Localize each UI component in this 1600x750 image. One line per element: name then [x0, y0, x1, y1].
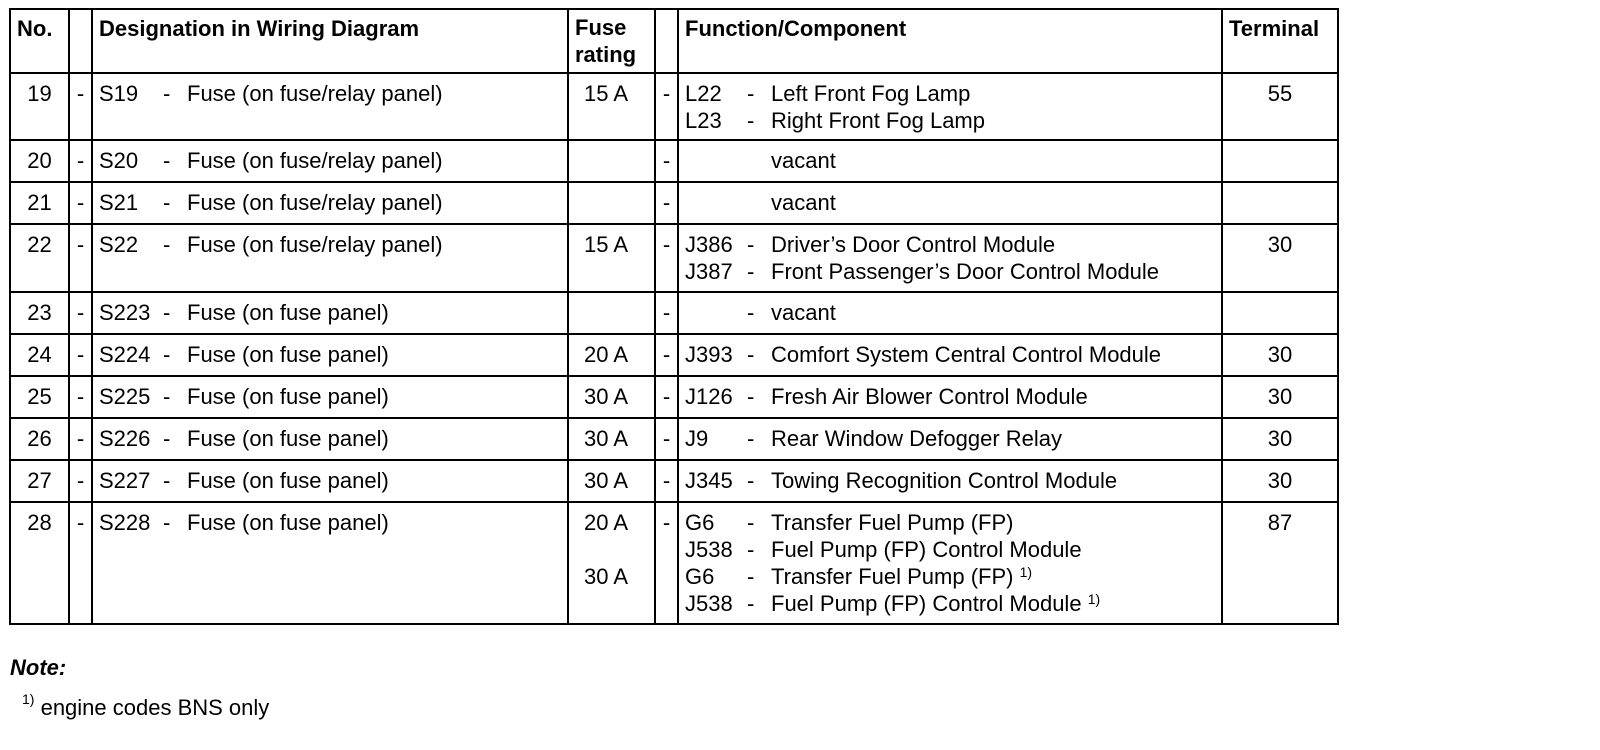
- function-line: [685, 563, 1221, 590]
- fuse-description: Fuse (on fuse panel): [187, 510, 389, 535]
- fuse-separator: -: [163, 232, 171, 257]
- fuse-description: Fuse (on fuse/relay panel): [187, 148, 443, 173]
- header-terminal: Terminal: [1222, 9, 1338, 73]
- fuse-rating-cell: [568, 376, 655, 418]
- table-row: [10, 224, 1338, 292]
- component-name: Driver’s Door Control Module: [771, 232, 1056, 257]
- fuse-rating: 20 A: [583, 510, 628, 535]
- fuse-rating-cell: [568, 182, 655, 224]
- row-number: 28: [10, 502, 69, 624]
- component-separator: -: [747, 468, 755, 493]
- component-code: L23: [685, 108, 722, 133]
- row-number: 25: [10, 376, 69, 418]
- row-dash: -: [69, 140, 92, 182]
- function-cell: [678, 502, 1222, 624]
- fuse-description: Fuse (on fuse panel): [187, 300, 389, 325]
- row-dash: -: [69, 73, 92, 140]
- function-line: [685, 509, 1221, 536]
- component-name: Left Front Fog Lamp: [771, 81, 971, 106]
- fuse-code: S224: [99, 342, 151, 367]
- note-title: Note:: [10, 655, 67, 680]
- fuse-separator: -: [163, 384, 171, 409]
- row-number: 27: [10, 460, 69, 502]
- vacant-label: vacant: [771, 190, 836, 215]
- terminal-cell: 30: [1222, 224, 1338, 292]
- component-name: Right Front Fog Lamp: [771, 108, 985, 133]
- fuse-separator: -: [163, 468, 171, 493]
- header-designation: Designation in Wiring Diagram: [92, 9, 568, 73]
- table-row: [10, 73, 1338, 140]
- table-row: [10, 502, 1338, 624]
- row-dash: -: [655, 502, 678, 624]
- component-name: Transfer Fuel Pump (FP): [771, 510, 1014, 535]
- row-dash: -: [69, 292, 92, 334]
- component-code: G6: [685, 510, 715, 535]
- function-line: [685, 467, 1221, 494]
- note-body: engine codes BNS only: [40, 695, 270, 720]
- fuse-rating: 15 A: [583, 232, 628, 257]
- row-dash: -: [69, 502, 92, 624]
- function-cell: [678, 182, 1222, 224]
- fuse-code: S22: [99, 232, 139, 257]
- function-line: [685, 536, 1221, 563]
- row-number: 21: [10, 182, 69, 224]
- component-name: Rear Window Defogger Relay: [771, 426, 1063, 451]
- component-separator: -: [747, 108, 755, 133]
- component-code: J393: [685, 342, 733, 367]
- table-row: [10, 182, 1338, 224]
- function-cell: [678, 224, 1222, 292]
- vacant-label: vacant: [771, 148, 836, 173]
- component-code: L22: [685, 81, 722, 106]
- fuse-rating: 30 A: [583, 426, 628, 451]
- row-dash: -: [655, 224, 678, 292]
- fuse-code: S228: [99, 510, 151, 535]
- fuse-rating-cell: [568, 292, 655, 334]
- fuse-separator: -: [163, 510, 171, 535]
- component-separator: -: [747, 510, 755, 535]
- header-fuse-rating-line1: Fuse: [575, 15, 627, 40]
- row-dash: -: [655, 334, 678, 376]
- function-line: [685, 80, 1221, 107]
- row-number: 24: [10, 334, 69, 376]
- fuse-rating-cell: [568, 140, 655, 182]
- designation-cell: [92, 292, 568, 334]
- header-fuse-rating-line2: rating: [575, 42, 637, 67]
- header-dash-2: [655, 9, 678, 73]
- function-line: [685, 107, 1221, 134]
- row-dash: -: [69, 182, 92, 224]
- table-row: [10, 140, 1338, 182]
- component-separator: -: [747, 342, 755, 367]
- row-dash: -: [655, 140, 678, 182]
- fuse-code: S225: [99, 384, 151, 409]
- component-separator: -: [747, 426, 755, 451]
- fuse-rating-cell: [568, 224, 655, 292]
- component-name: Transfer Fuel Pump (FP): [771, 564, 1014, 589]
- header-function: Function/Component: [678, 9, 1222, 73]
- fuse-description: Fuse (on fuse/relay panel): [187, 232, 443, 257]
- table-row: [10, 292, 1338, 334]
- designation-cell: [92, 460, 568, 502]
- row-number: 19: [10, 73, 69, 140]
- terminal-cell: [1222, 140, 1338, 182]
- component-separator: -: [747, 232, 755, 257]
- terminal-cell: 30: [1222, 334, 1338, 376]
- designation-cell: [92, 376, 568, 418]
- table-row: [10, 460, 1338, 502]
- fuse-separator: -: [163, 300, 171, 325]
- table-body: [10, 73, 1338, 624]
- row-number: 20: [10, 140, 69, 182]
- row-dash: -: [69, 224, 92, 292]
- designation-cell: [92, 502, 568, 624]
- fuse-rating: 20 A: [583, 342, 628, 367]
- vacant-label: vacant: [771, 300, 836, 325]
- fuse-separator: -: [163, 190, 171, 215]
- function-cell: [678, 334, 1222, 376]
- row-number: 22: [10, 224, 69, 292]
- row-dash: -: [655, 182, 678, 224]
- fuse-rating-cell: [568, 73, 655, 140]
- fuse-rating: 30 A: [583, 468, 628, 493]
- row-dash: -: [655, 292, 678, 334]
- component-code: J9: [685, 426, 709, 451]
- row-dash: -: [655, 418, 678, 460]
- function-line: [685, 383, 1221, 410]
- function-line: [685, 590, 1221, 617]
- fuse-description: Fuse (on fuse/relay panel): [187, 190, 443, 215]
- terminal-cell: [1222, 292, 1338, 334]
- table-row: [10, 334, 1338, 376]
- footnote-marker: 1): [1019, 564, 1033, 580]
- note-sup: 1): [22, 691, 35, 707]
- function-cell: [678, 292, 1222, 334]
- terminal-cell: [1222, 182, 1338, 224]
- row-dash: -: [69, 376, 92, 418]
- footnote-marker: 1): [1087, 591, 1101, 607]
- fuse-rating: 15 A: [583, 81, 628, 106]
- function-line: [685, 258, 1221, 285]
- component-code: G6: [685, 564, 715, 589]
- terminal-cell: 30: [1222, 376, 1338, 418]
- fuse-code: S21: [99, 190, 139, 215]
- fuse-separator: -: [163, 148, 171, 173]
- fuse-code: S227: [99, 468, 151, 493]
- row-dash: -: [69, 460, 92, 502]
- terminal-cell: 87: [1222, 502, 1338, 624]
- fuse-separator: -: [163, 81, 171, 106]
- component-name: Fuel Pump (FP) Control Module: [771, 591, 1082, 616]
- designation-cell: [92, 140, 568, 182]
- fuse-separator: -: [163, 426, 171, 451]
- designation-cell: [92, 182, 568, 224]
- vacant-dash: -: [747, 300, 755, 325]
- row-number: 23: [10, 292, 69, 334]
- function-line: [685, 231, 1221, 258]
- fuse-rating-cell: [568, 334, 655, 376]
- component-code: J345: [685, 468, 733, 493]
- vacant-line: [685, 299, 1221, 326]
- component-code: J387: [685, 259, 733, 284]
- fuse-description: Fuse (on fuse panel): [187, 342, 389, 367]
- fuse-separator: -: [163, 342, 171, 367]
- designation-cell: [92, 224, 568, 292]
- fuse-description: Fuse (on fuse/relay panel): [187, 81, 443, 106]
- fuse-rating: 30 A: [583, 384, 628, 409]
- designation-cell: [92, 73, 568, 140]
- component-code: J386: [685, 232, 733, 257]
- note-text: [22, 691, 270, 721]
- component-name: Fuel Pump (FP) Control Module: [771, 537, 1082, 562]
- component-separator: -: [747, 259, 755, 284]
- designation-cell: [92, 334, 568, 376]
- header-no: No.: [10, 9, 69, 73]
- fuse-code: S226: [99, 426, 151, 451]
- function-cell: [678, 140, 1222, 182]
- fuse-rating-cell: [568, 418, 655, 460]
- component-name: Comfort System Central Control Module: [771, 342, 1162, 367]
- fuse-rating: 30 A: [583, 564, 628, 589]
- component-separator: -: [747, 537, 755, 562]
- function-cell: [678, 73, 1222, 140]
- terminal-cell: 30: [1222, 418, 1338, 460]
- row-dash: -: [655, 73, 678, 140]
- component-separator: -: [747, 591, 755, 616]
- component-code: J538: [685, 591, 733, 616]
- fuse-code: S19: [99, 81, 139, 106]
- function-line: [685, 425, 1221, 452]
- function-cell: [678, 460, 1222, 502]
- fuse-description: Fuse (on fuse panel): [187, 468, 389, 493]
- row-dash: -: [69, 334, 92, 376]
- function-line: [685, 341, 1221, 368]
- row-dash: -: [69, 418, 92, 460]
- header-dash-1: [69, 9, 92, 73]
- table-row: [10, 376, 1338, 418]
- table-row: [10, 418, 1338, 460]
- function-cell: [678, 418, 1222, 460]
- terminal-cell: 30: [1222, 460, 1338, 502]
- component-code: J126: [685, 384, 733, 409]
- fuse-description: Fuse (on fuse panel): [187, 426, 389, 451]
- component-name: Fresh Air Blower Control Module: [771, 384, 1088, 409]
- component-separator: -: [747, 384, 755, 409]
- function-cell: [678, 376, 1222, 418]
- fuse-rating-cell: [568, 502, 655, 624]
- fuse-table: [9, 8, 1339, 625]
- component-separator: -: [747, 81, 755, 106]
- row-dash: -: [655, 376, 678, 418]
- fuse-rating-cell: [568, 460, 655, 502]
- terminal-cell: 55: [1222, 73, 1338, 140]
- fuse-code: S223: [99, 300, 151, 325]
- component-separator: -: [747, 564, 755, 589]
- fuse-code: S20: [99, 148, 139, 173]
- row-number: 26: [10, 418, 69, 460]
- header-row: [10, 9, 1338, 73]
- fuse-rating: [569, 536, 628, 563]
- component-name: Towing Recognition Control Module: [771, 468, 1118, 493]
- fuse-description: Fuse (on fuse panel): [187, 384, 389, 409]
- component-name: Front Passenger’s Door Control Module: [771, 259, 1160, 284]
- row-dash: -: [655, 460, 678, 502]
- designation-cell: [92, 418, 568, 460]
- header-fuse-rating: [568, 9, 655, 73]
- component-code: J538: [685, 537, 733, 562]
